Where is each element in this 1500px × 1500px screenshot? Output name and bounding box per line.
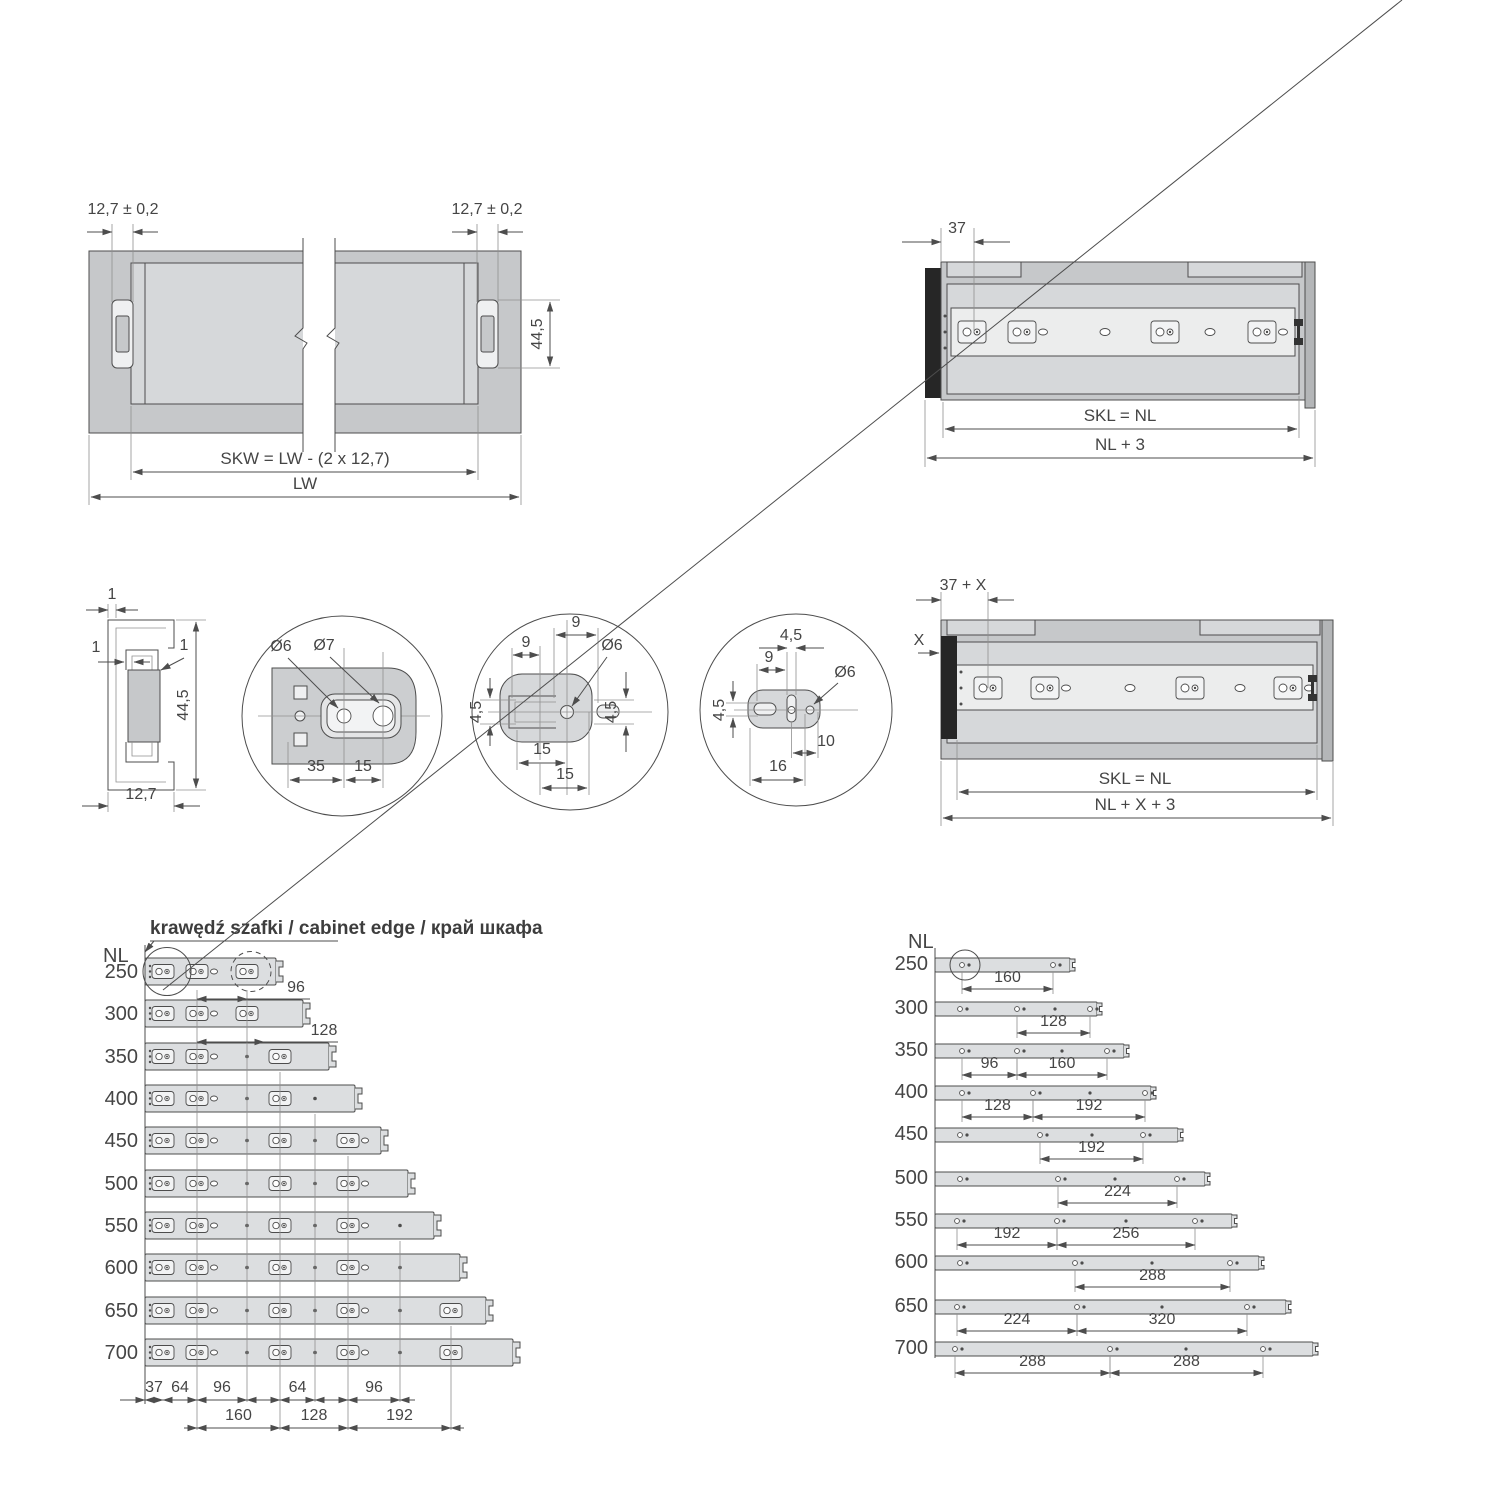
left-chart-row — [105, 1000, 310, 1027]
row-nl-label: 300 — [894, 997, 928, 1019]
dim-label-side-right: 12,7 ± 0,2 — [451, 201, 523, 218]
dim-label-9-top: 9 — [571, 614, 581, 631]
dim-label-skw: SKW = LW - (2 x 12,7) — [220, 449, 390, 468]
dim-label: 96 — [365, 1379, 383, 1396]
dim-label-9: 9 — [764, 649, 774, 666]
right-chart-row — [895, 1167, 1210, 1208]
row-nl-label: 450 — [894, 1123, 928, 1145]
row-nl-label: 550 — [894, 1209, 928, 1231]
row-nl-label: 600 — [894, 1251, 928, 1273]
row-nl-label: 650 — [104, 1300, 138, 1322]
row-nl-label: 350 — [894, 1039, 928, 1061]
dim-label-t-left: 1 — [91, 639, 101, 656]
dim-label-16: 16 — [769, 758, 787, 775]
dim-label: 224 — [1104, 1183, 1131, 1200]
dim-label: 128 — [1040, 1013, 1067, 1030]
dim-label: 160 — [1048, 1055, 1076, 1072]
dim-label-skl: SKL = NL — [1083, 406, 1157, 425]
hole-dia-small-label: Ø6 — [270, 638, 292, 655]
dim-label: 64 — [288, 1379, 307, 1396]
dim-label-cs-width: 12,7 — [125, 786, 157, 803]
row-nl-label: 700 — [104, 1342, 138, 1364]
dim-label: 160 — [225, 1407, 252, 1424]
dim-label: 192 — [1075, 1097, 1103, 1114]
dim-label-cs-height: 44,5 — [175, 689, 192, 721]
row-nl-label: 400 — [894, 1081, 928, 1103]
dim-label-t-right: 1 — [179, 637, 189, 654]
right-chart-row — [895, 1295, 1291, 1336]
row-nl-label: 400 — [104, 1088, 138, 1110]
left-chart-row — [105, 1339, 520, 1366]
dim-label-10: 10 — [817, 733, 835, 750]
dim-label: 192 — [386, 1407, 413, 1424]
dim-label: 128 — [300, 1407, 328, 1424]
right-chart-row — [895, 1251, 1264, 1292]
dim-label: 96 — [980, 1055, 999, 1072]
dim-label: 128 — [310, 1022, 338, 1039]
left-chart-row — [105, 1170, 415, 1197]
left-chart-row — [105, 1043, 336, 1070]
row-nl-label: 700 — [894, 1337, 928, 1359]
row-nl-label: 500 — [894, 1167, 928, 1189]
row-nl-label: 500 — [104, 1173, 138, 1195]
row-nl-label: 550 — [104, 1215, 138, 1237]
dim-label-offset: 37 — [948, 220, 966, 237]
dim-label: 37 — [145, 1379, 163, 1396]
right-chart-row — [895, 1039, 1129, 1080]
left-chart-row — [105, 1127, 388, 1154]
right-chart-row — [895, 997, 1102, 1038]
right-chart-row — [895, 1209, 1237, 1250]
hole-dia-label: Ø6 — [834, 664, 856, 681]
axis-label-nl: NL — [103, 945, 129, 967]
dim-label-15-a: 15 — [533, 741, 551, 758]
right-chart-row — [895, 953, 1075, 994]
dim-label-9-left: 9 — [521, 634, 531, 651]
dim-label: 288 — [1139, 1267, 1166, 1284]
left-chart-row — [105, 1254, 467, 1281]
dim-label-35: 35 — [307, 758, 325, 775]
cabinet-edge-title: krawędź szafki / cabinet edge / край шкафа — [150, 918, 543, 939]
dim-label: 288 — [1173, 1353, 1200, 1370]
left-chart-row — [105, 1085, 362, 1112]
dim-label: 320 — [1148, 1311, 1176, 1328]
dim-label: 224 — [1003, 1311, 1031, 1328]
dim-label-side-left: 12,7 ± 0,2 — [87, 201, 159, 218]
right-hole-pattern-chart — [895, 931, 1318, 1378]
row-nl-label: 250 — [894, 953, 928, 975]
hole-dia-large-label: Ø7 — [313, 637, 335, 654]
dim-label-skl: SKL = NL — [1098, 769, 1172, 788]
row-nl-label: 600 — [104, 1257, 138, 1279]
dim-label-45-top: 4,5 — [779, 627, 803, 644]
dim-label-lw: LW — [292, 474, 318, 493]
dim-label-x: X — [913, 632, 925, 649]
dim-label: 96 — [287, 979, 305, 996]
right-chart-row — [895, 1081, 1156, 1122]
dim-label-t-top: 1 — [107, 586, 117, 603]
row-nl-label: 250 — [104, 961, 138, 983]
dim-label-offset: 37 + X — [939, 577, 987, 594]
row-nl-label: 450 — [104, 1130, 138, 1152]
dim-label-45-right: 4,5 — [603, 700, 620, 724]
dim-label: 160 — [994, 969, 1021, 986]
dim-label-total: NL + X + 3 — [1094, 795, 1176, 814]
hole-dia-label: Ø6 — [601, 637, 623, 654]
dim-label-45-left: 4,5 — [468, 700, 485, 724]
right-chart-row — [895, 1123, 1183, 1164]
row-nl-label: 300 — [104, 1003, 138, 1025]
left-chart-row — [105, 1212, 441, 1239]
dim-label: 128 — [984, 1097, 1011, 1114]
dim-label: 64 — [171, 1379, 189, 1396]
left-chart-row — [105, 1297, 493, 1324]
dim-label-15-b: 15 — [556, 766, 574, 783]
row-nl-label: 350 — [104, 1046, 138, 1068]
dim-label: 256 — [1112, 1225, 1140, 1242]
axis-label-nl: NL — [908, 931, 934, 953]
right-chart-row — [895, 1337, 1318, 1378]
left-chart-row — [105, 958, 283, 985]
dim-label-45-left: 4,5 — [711, 698, 728, 722]
dim-label: 96 — [213, 1379, 231, 1396]
dim-label: 192 — [993, 1225, 1021, 1242]
dim-label: 288 — [1019, 1353, 1046, 1370]
dim-label-15: 15 — [354, 758, 372, 775]
dim-label-height: 44,5 — [529, 318, 546, 350]
dim-label: 192 — [1078, 1139, 1105, 1156]
row-nl-label: 650 — [894, 1295, 928, 1317]
dim-label-total: NL + 3 — [1095, 435, 1145, 454]
